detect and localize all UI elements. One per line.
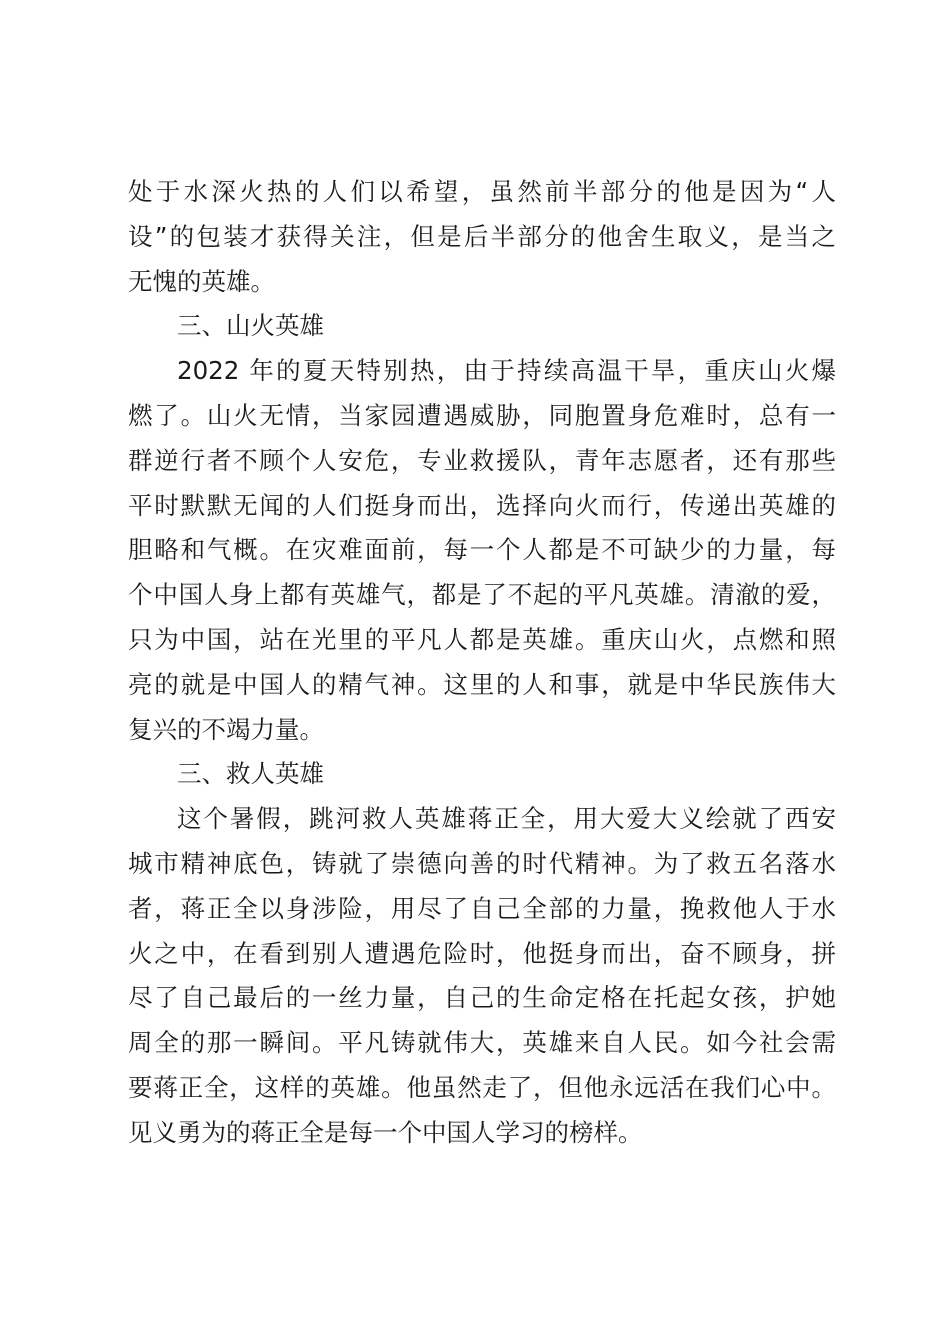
text-line: 这个暑假，跳河救人英雄蒋正全，用大爱大义绘就了西安 (177, 804, 836, 834)
document-body (128, 170, 836, 1156)
text-line: 火之中，在看到别人遭遇危险时，他挺身而出，奋不顾身，拼 (128, 938, 836, 968)
paragraph-wildfire (128, 349, 836, 752)
text-line: 平时默默无闻的人们挺身而出，选择向火而行，传递出英雄的 (128, 490, 836, 520)
text-line: 城市精神底色，铸就了崇德向善的时代精神。为了救五名落水 (128, 848, 836, 878)
text-line: 胆略和气概。在灾难面前，每一个人都是不可缺少的力量，每 (128, 535, 836, 565)
text-line: 燃了。山火无情，当家园遭遇威胁，同胞置身危难时，总有一 (128, 400, 836, 430)
text-line: 2022 年的夏天特别热，由于持续高温干旱，重庆山火爆 (177, 356, 836, 386)
text-line: 尽了自己最后的一丝力量，自己的生命定格在托起女孩，护她 (128, 983, 836, 1013)
section-heading-rescue-heroes: 三、救人英雄 (177, 759, 324, 789)
text-line: 设”的包装才获得关注，但是后半部分的他舍生取义，是当之 (128, 221, 836, 251)
text-line: 处于水深火热的人们以希望，虽然前半部分的他是因为“人 (128, 177, 836, 206)
text-line: 无愧的英雄。 (128, 266, 275, 296)
text-line: 见义勇为的蒋正全是每一个中国人学习的榜样。 (128, 1117, 643, 1147)
text-line: 要蒋正全，这样的英雄。他虽然走了，但他永远活在我们心中。 (128, 1072, 836, 1102)
text-line: 者，蒋正全以身涉险，用尽了自己全部的力量，挽救他人于水 (128, 893, 836, 923)
paragraph-rescue (128, 797, 836, 1155)
text-line: 群逆行者不顾个人安危，专业救援队，青年志愿者，还有那些 (128, 445, 836, 475)
text-line: 复兴的不竭力量。 (128, 714, 324, 744)
text-line: 只为中国，站在光里的平凡人都是英雄。重庆山火，点燃和照 (128, 624, 836, 654)
section-heading-wildfire-heroes: 三、山火英雄 (177, 311, 324, 341)
text-line: 周全的那一瞬间。平凡铸就伟大，英雄来自人民。如今社会需 (128, 1028, 836, 1058)
text-line: 亮的就是中国人的精气神。这里的人和事，就是中华民族伟大 (128, 669, 836, 699)
text-line: 个中国人身上都有英雄气，都是了不起的平凡英雄。清澈的爱， (128, 580, 836, 610)
paragraph-continued (128, 170, 836, 304)
